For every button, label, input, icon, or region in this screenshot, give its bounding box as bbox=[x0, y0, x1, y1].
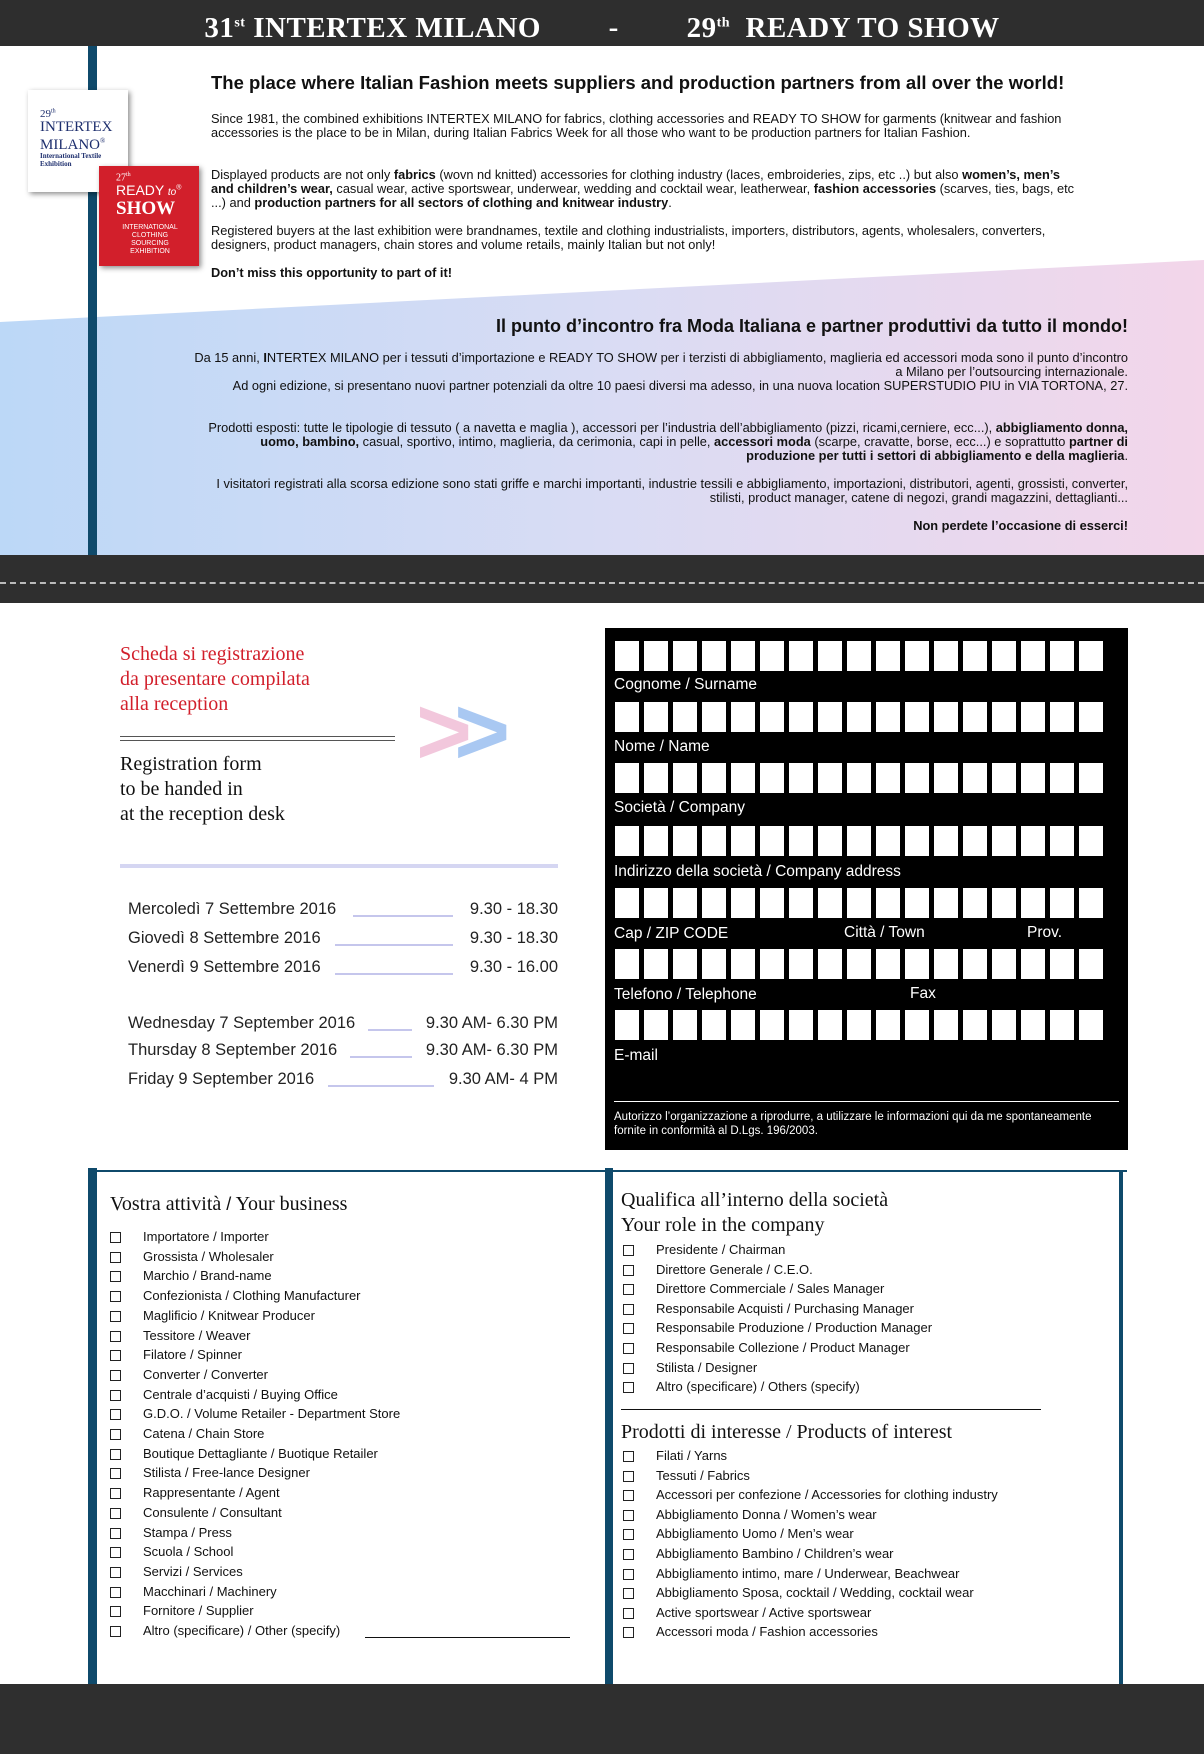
letter-cell[interactable] bbox=[614, 762, 640, 794]
letter-cell[interactable] bbox=[672, 701, 698, 733]
letter-cell[interactable] bbox=[962, 825, 988, 857]
letter-cell[interactable] bbox=[991, 887, 1017, 919]
checkbox[interactable] bbox=[623, 1245, 634, 1256]
letter-cell[interactable] bbox=[846, 948, 872, 980]
checkbox[interactable] bbox=[623, 1304, 634, 1315]
english-paragraph-3: Registered buyers at the last exhibition were brandnames, textile and clothing industrialists, importers, distributors, agents, wholesalers, converters, designers, product managers, chain stores and volume retails, mainly Italian but not only! bbox=[211, 223, 1046, 252]
letter-cell[interactable] bbox=[875, 762, 901, 794]
letter-cell[interactable] bbox=[904, 887, 930, 919]
business-option-label: Servizi / Services bbox=[143, 1563, 243, 1579]
telephone-fax-field[interactable] bbox=[614, 948, 1107, 980]
checkbox[interactable] bbox=[623, 1382, 634, 1393]
letter-cell[interactable] bbox=[730, 762, 756, 794]
letter-cell[interactable] bbox=[817, 1009, 843, 1041]
role-option-label: Responsabile Collezione / Product Manager bbox=[656, 1340, 910, 1355]
letter-cell[interactable] bbox=[1078, 640, 1104, 672]
letter-cell[interactable] bbox=[962, 701, 988, 733]
address-field[interactable] bbox=[614, 825, 1107, 857]
letter-cell[interactable] bbox=[1020, 701, 1046, 733]
business-option-label: Centrale d’acquisti / Buying Office bbox=[143, 1386, 338, 1402]
letter-cell[interactable] bbox=[701, 948, 727, 980]
role-option-label: Presidente / Chairman bbox=[656, 1242, 786, 1257]
checkbox[interactable] bbox=[110, 1528, 121, 1539]
letter-cell[interactable] bbox=[614, 640, 640, 672]
zip-label: Cap / ZIP CODE bbox=[614, 925, 729, 942]
checkbox[interactable] bbox=[110, 1547, 121, 1558]
business-option-label: Converter / Converter bbox=[143, 1366, 268, 1382]
letter-cell[interactable] bbox=[730, 948, 756, 980]
business-heading: Vostra attività / Your business bbox=[110, 1193, 348, 1215]
business-option-label: Tessitore / Weaver bbox=[143, 1327, 251, 1343]
dates-divider bbox=[120, 864, 558, 868]
products-heading: Prodotti di interesse / Products of interest bbox=[621, 1421, 953, 1443]
letter-cell[interactable] bbox=[1049, 825, 1075, 857]
english-cta: Don’t miss this opportunity to part of it! bbox=[211, 265, 452, 280]
letter-cell[interactable] bbox=[1078, 701, 1104, 733]
letter-cell[interactable] bbox=[643, 762, 669, 794]
letter-cell[interactable] bbox=[730, 1009, 756, 1041]
product-option-label: Abbigliamento Uomo / Men’s wear bbox=[656, 1526, 854, 1542]
letter-cell[interactable] bbox=[788, 825, 814, 857]
letter-cell[interactable] bbox=[875, 825, 901, 857]
letter-cell[interactable] bbox=[962, 1009, 988, 1041]
checkbox[interactable] bbox=[623, 1343, 634, 1354]
footer-band bbox=[0, 1684, 1204, 1754]
letter-cell[interactable] bbox=[643, 1009, 669, 1041]
letter-cell[interactable] bbox=[1049, 762, 1075, 794]
letter-cell[interactable] bbox=[875, 948, 901, 980]
checkbox[interactable] bbox=[623, 1588, 634, 1599]
letter-cell[interactable] bbox=[672, 640, 698, 672]
business-option-label: Stampa / Press bbox=[143, 1524, 232, 1540]
business-option-label: Consulente / Consultant bbox=[143, 1504, 282, 1520]
letter-cell[interactable] bbox=[846, 825, 872, 857]
letter-cell[interactable] bbox=[788, 887, 814, 919]
letter-cell[interactable] bbox=[788, 762, 814, 794]
checkbox[interactable] bbox=[110, 1587, 121, 1598]
checkbox[interactable] bbox=[623, 1363, 634, 1374]
checkbox[interactable] bbox=[110, 1488, 121, 1499]
email-label: E-mail bbox=[614, 1047, 658, 1064]
ready-to-show-logo: 27th READY to® SHOW INTERNATIONAL CLOTHING SOURCING EXHIBITION bbox=[99, 166, 199, 266]
letter-cell[interactable] bbox=[962, 887, 988, 919]
business-option-label: Catena / Chain Store bbox=[143, 1426, 265, 1441]
letter-cell[interactable] bbox=[730, 701, 756, 733]
business-option-label: Boutique Dettagliante / Buotique Retailer bbox=[143, 1445, 378, 1461]
checkbox[interactable] bbox=[110, 1449, 121, 1460]
letter-cell[interactable] bbox=[730, 825, 756, 857]
role-option-label: Direttore Commerciale / Sales Manager bbox=[656, 1281, 885, 1297]
name-label: Nome / Name bbox=[614, 738, 710, 755]
role-option-label: Responsabile Acquisti / Purchasing Manager bbox=[656, 1300, 914, 1316]
letter-cell[interactable] bbox=[817, 887, 843, 919]
letter-cell[interactable] bbox=[672, 948, 698, 980]
letter-cell[interactable] bbox=[1049, 948, 1075, 980]
letter-cell[interactable] bbox=[817, 701, 843, 733]
checkbox[interactable] bbox=[623, 1490, 634, 1501]
checkbox[interactable] bbox=[623, 1529, 634, 1540]
letter-cell[interactable] bbox=[1078, 762, 1104, 794]
date-row-it-2: Giovedì 8 Settembre 2016 9.30 - 18.30 bbox=[128, 929, 558, 947]
business-option-label: Filatore / Spinner bbox=[143, 1347, 242, 1363]
header-ready-to-show: 29th READY TO SHOW bbox=[686, 11, 1000, 44]
letter-cell[interactable] bbox=[991, 701, 1017, 733]
checkbox[interactable] bbox=[110, 1409, 121, 1420]
letter-cell[interactable] bbox=[1049, 701, 1075, 733]
business-other-specify-line[interactable] bbox=[365, 1637, 570, 1638]
arrows-icon: >> bbox=[416, 678, 493, 785]
letter-cell[interactable] bbox=[643, 640, 669, 672]
letter-cell[interactable] bbox=[875, 701, 901, 733]
role-option-label: Direttore Generale / C.E.O. bbox=[656, 1261, 813, 1277]
letter-cell[interactable] bbox=[1078, 825, 1104, 857]
letter-cell[interactable] bbox=[759, 948, 785, 980]
telephone-label: Telefono / Telephone bbox=[614, 986, 757, 1003]
letter-cell[interactable] bbox=[614, 1009, 640, 1041]
letter-cell[interactable] bbox=[643, 887, 669, 919]
letter-cell[interactable] bbox=[788, 1009, 814, 1041]
business-option-label: Importatore / Importer bbox=[143, 1229, 269, 1244]
right-vertical-line bbox=[1119, 1170, 1123, 1684]
letter-cell[interactable] bbox=[672, 762, 698, 794]
italian-cta: Non perdete l’occasione di esserci! bbox=[913, 518, 1128, 533]
letter-cell[interactable] bbox=[1078, 1009, 1104, 1041]
letter-cell[interactable] bbox=[904, 948, 930, 980]
address-label: Indirizzo della società / Company address bbox=[614, 863, 901, 880]
letter-cell[interactable] bbox=[1020, 887, 1046, 919]
letter-cell[interactable] bbox=[991, 762, 1017, 794]
town-label: Città / Town bbox=[844, 924, 925, 941]
lower-section-divider bbox=[97, 1170, 1127, 1172]
checkbox[interactable] bbox=[110, 1606, 121, 1617]
checkbox[interactable] bbox=[623, 1451, 634, 1462]
letter-cell[interactable] bbox=[904, 825, 930, 857]
checkbox[interactable] bbox=[110, 1331, 121, 1342]
letter-cell[interactable] bbox=[730, 887, 756, 919]
letter-cell[interactable] bbox=[614, 701, 640, 733]
letter-cell[interactable] bbox=[1078, 887, 1104, 919]
letter-cell[interactable] bbox=[672, 887, 698, 919]
date-row-en-2: Thursday 8 September 2016 9.30 AM- 6.30 PM bbox=[128, 1041, 558, 1059]
letter-cell[interactable] bbox=[933, 1009, 959, 1041]
checkbox[interactable] bbox=[623, 1471, 634, 1482]
product-option-label: Tessuti / Fabrics bbox=[656, 1467, 750, 1483]
checkbox[interactable] bbox=[623, 1608, 634, 1619]
role-option-label: Altro (specificare) / Others (specify) bbox=[656, 1379, 860, 1395]
letter-cell[interactable] bbox=[1049, 1009, 1075, 1041]
italian-title: Il punto d’incontro fra Moda Italiana e partner produttivi da tutto il mondo! bbox=[496, 316, 1128, 336]
header-intertex: 31st INTERTEX MILANO bbox=[204, 11, 541, 44]
letter-cell[interactable] bbox=[614, 887, 640, 919]
letter-cell[interactable] bbox=[933, 825, 959, 857]
letter-cell[interactable] bbox=[846, 1009, 872, 1041]
italian-paragraph-1: Da 15 anni, INTERTEX MILANO per i tessuti d’importazione e READY TO SHOW per i terzisti di abbigliamento, maglieria ed accessori moda sono il punto d’incontro a Milano per l’outsourcing internazionale. Ad ogni edizione, si presentano nuovi partner potenziali da oltre 10 paesi diversi ma adesso, in una nuova location SUPERSTUDIO PIU in VIA TORTONA, 27. bbox=[194, 350, 1128, 393]
letter-cell[interactable] bbox=[846, 887, 872, 919]
checkbox[interactable] bbox=[623, 1569, 634, 1580]
letter-cell[interactable] bbox=[991, 825, 1017, 857]
checkbox[interactable] bbox=[110, 1370, 121, 1381]
letter-cell[interactable] bbox=[672, 825, 698, 857]
letter-cell[interactable] bbox=[1020, 948, 1046, 980]
business-option-label: Maglificio / Knitwear Producer bbox=[143, 1307, 315, 1323]
product-option-label: Abbigliamento Bambino / Children’s wear bbox=[656, 1546, 894, 1561]
letter-cell[interactable] bbox=[817, 640, 843, 672]
letter-cell[interactable] bbox=[904, 762, 930, 794]
letter-cell[interactable] bbox=[730, 640, 756, 672]
letter-cell[interactable] bbox=[759, 825, 785, 857]
letter-cell[interactable] bbox=[614, 948, 640, 980]
letter-cell[interactable] bbox=[788, 948, 814, 980]
cut-band bbox=[0, 555, 1204, 603]
role-option-label: Stilista / Designer bbox=[656, 1359, 758, 1375]
letter-cell[interactable] bbox=[1020, 1009, 1046, 1041]
letter-cell[interactable] bbox=[933, 640, 959, 672]
checkbox[interactable] bbox=[623, 1510, 634, 1521]
registration-heading-english: Registration form to be handed in at the reception desk bbox=[120, 753, 285, 825]
english-paragraph-2: Displayed products are not only fabrics (wovn nd knitted) accessories for clothing industry (laces, embroideries, zips, etc ..) but also women’s, men’s and children’s wear, casual wear, active sportswear, underwear, wedding and cocktail wear, leatherwear, fashion accessories (scarves, ties, bags, etc ...) and production partners for all sectors of clothing and knitwear industry. bbox=[211, 167, 1075, 210]
letter-cell[interactable] bbox=[991, 640, 1017, 672]
business-option-label: Scuola / School bbox=[143, 1544, 234, 1560]
checkbox[interactable] bbox=[623, 1265, 634, 1276]
date-row-it-3: Venerdì 9 Settembre 2016 9.30 - 16.00 bbox=[128, 958, 558, 976]
prov-label: Prov. bbox=[1027, 924, 1063, 941]
letter-cell[interactable] bbox=[759, 1009, 785, 1041]
date-row-en-3: Friday 9 September 2016 9.30 AM- 4 PM bbox=[128, 1070, 558, 1088]
checkbox[interactable] bbox=[623, 1627, 634, 1638]
business-option-label: Altro (specificare) / Other (specify) bbox=[143, 1623, 341, 1638]
letter-cell[interactable] bbox=[672, 1009, 698, 1041]
checkbox[interactable] bbox=[623, 1323, 634, 1334]
italian-paragraph-2: Prodotti esposti: tutte le tipologie di tessuto ( a navetta e maglia ), accessori per l’industria dell’abbigliamento (pizzi, ricami,cerniere, ecc...), abbigliamento donna, uomo, bambino, casual, sportivo, intimo, maglieria, da cerimonia, capi in pelle, accessori moda (scarpe, cravatte, borse, ecc...) e soprattutto partner di produzione per tutti i settori di abbigliamento e della maglieria. bbox=[208, 420, 1128, 463]
letter-cell[interactable] bbox=[846, 762, 872, 794]
cut-line bbox=[0, 582, 1204, 584]
product-option-label: Abbigliamento Sposa, cocktail / Wedding, cocktail wear bbox=[656, 1585, 974, 1601]
letter-cell[interactable] bbox=[1049, 640, 1075, 672]
letter-cell[interactable] bbox=[701, 701, 727, 733]
business-option-label: G.D.O. / Volume Retailer - Department Store bbox=[143, 1406, 401, 1422]
letter-cell[interactable] bbox=[701, 1009, 727, 1041]
surname-field[interactable] bbox=[614, 640, 1107, 672]
left-vertical-line-lower bbox=[88, 1168, 97, 1684]
letter-cell[interactable] bbox=[817, 825, 843, 857]
checkbox[interactable] bbox=[623, 1549, 634, 1560]
checkbox[interactable] bbox=[110, 1626, 121, 1637]
intro-gradient-band bbox=[0, 260, 1204, 555]
checkbox[interactable] bbox=[110, 1271, 121, 1282]
letter-cell[interactable] bbox=[962, 640, 988, 672]
letter-cell[interactable] bbox=[991, 1009, 1017, 1041]
letter-cell[interactable] bbox=[904, 701, 930, 733]
product-option-label: Abbigliamento Donna / Women’s wear bbox=[656, 1506, 877, 1522]
letter-cell[interactable] bbox=[701, 825, 727, 857]
checkbox[interactable] bbox=[623, 1284, 634, 1295]
letter-cell[interactable] bbox=[1020, 762, 1046, 794]
checkbox[interactable] bbox=[110, 1508, 121, 1519]
checkbox[interactable] bbox=[110, 1252, 121, 1263]
checkbox[interactable] bbox=[110, 1567, 121, 1578]
surname-label: Cognome / Surname bbox=[614, 676, 758, 693]
letter-cell[interactable] bbox=[643, 701, 669, 733]
checkbox[interactable] bbox=[110, 1429, 121, 1440]
letter-cell[interactable] bbox=[904, 1009, 930, 1041]
letter-cell[interactable] bbox=[846, 701, 872, 733]
english-paragraph-1: Since 1981, the combined exhibitions INTERTEX MILANO for fabrics, clothing accessories and READY TO SHOW for garments (knitwear and fashion accessories is the place to be in Milan, during Italian Fabrics Week for all those who want to be production partners for Italian Fashion. bbox=[211, 111, 1062, 140]
checkbox[interactable] bbox=[110, 1390, 121, 1401]
letter-cell[interactable] bbox=[759, 701, 785, 733]
email-field[interactable] bbox=[614, 1009, 1107, 1041]
italian-paragraph-3: I visitatori registrati alla scorsa edizione sono stati griffe e marchi importanti, industrie tessili e abbigliamento, importazioni, distributori, agenti, grossisti, converter, stilisti, product manager, catene di negozi, grandi magazzini, dettaglianti... bbox=[216, 476, 1128, 505]
date-row-en-1: Wednesday 7 September 2016 9.30 AM- 6.30 PM bbox=[128, 1014, 558, 1032]
letter-cell[interactable] bbox=[1020, 640, 1046, 672]
letter-cell[interactable] bbox=[933, 887, 959, 919]
business-option-label: Stilista / Free-lance Designer bbox=[143, 1465, 310, 1481]
zip-town-field[interactable] bbox=[614, 887, 1107, 919]
letter-cell[interactable] bbox=[1049, 887, 1075, 919]
letter-cell[interactable] bbox=[846, 640, 872, 672]
letter-cell[interactable] bbox=[875, 887, 901, 919]
letter-cell[interactable] bbox=[933, 701, 959, 733]
name-field[interactable] bbox=[614, 701, 1107, 733]
header-title-bar: 31st INTERTEX MILANO - 29th READY TO SHOW bbox=[0, 0, 1204, 46]
center-vertical-line bbox=[605, 1168, 613, 1684]
product-option-label: Filati / Yarns bbox=[656, 1448, 728, 1463]
letter-cell[interactable] bbox=[759, 762, 785, 794]
letter-cell[interactable] bbox=[817, 762, 843, 794]
letter-cell[interactable] bbox=[759, 887, 785, 919]
letter-cell[interactable] bbox=[904, 640, 930, 672]
letter-cell[interactable] bbox=[962, 948, 988, 980]
letter-cell[interactable] bbox=[701, 762, 727, 794]
business-option-label: Macchinari / Machinery bbox=[143, 1583, 277, 1599]
letter-cell[interactable] bbox=[1020, 825, 1046, 857]
registration-form-panel bbox=[605, 628, 1128, 1150]
english-title: The place where Italian Fashion meets suppliers and production partners from all over the world! bbox=[211, 72, 1065, 93]
letter-cell[interactable] bbox=[643, 825, 669, 857]
role-heading: Qualifica all’interno della società Your role in the company bbox=[621, 1189, 889, 1236]
business-option-label: Grossista / Wholesaler bbox=[143, 1248, 274, 1264]
letter-cell[interactable] bbox=[1078, 948, 1104, 980]
letter-cell[interactable] bbox=[701, 887, 727, 919]
heading-divider bbox=[120, 736, 395, 741]
company-field[interactable] bbox=[614, 762, 1107, 794]
checkbox[interactable] bbox=[110, 1350, 121, 1361]
letter-cell[interactable] bbox=[759, 640, 785, 672]
business-option-label: Marchio / Brand-name bbox=[143, 1268, 272, 1284]
letter-cell[interactable] bbox=[817, 948, 843, 980]
checkbox[interactable] bbox=[110, 1232, 121, 1243]
letter-cell[interactable] bbox=[875, 640, 901, 672]
letter-cell[interactable] bbox=[991, 948, 1017, 980]
date-row-it-1: Mercoledì 7 Settembre 2016 9.30 - 18.30 bbox=[128, 900, 558, 918]
company-label: Società / Company bbox=[614, 799, 745, 816]
business-option-label: Fornitore / Supplier bbox=[143, 1603, 254, 1619]
letter-cell[interactable] bbox=[701, 640, 727, 672]
checkbox[interactable] bbox=[110, 1291, 121, 1302]
checkbox[interactable] bbox=[110, 1468, 121, 1479]
product-option-label: Abbigliamento intimo, mare / Underwear, Beachwear bbox=[656, 1565, 960, 1581]
checkbox[interactable] bbox=[110, 1311, 121, 1322]
role-option-label: Responsabile Produzione / Production Manager bbox=[656, 1320, 933, 1336]
product-option-label: Accessori per confezione / Accessories for clothing industry bbox=[656, 1487, 998, 1503]
letter-cell[interactable] bbox=[788, 701, 814, 733]
privacy-consent-text: Autorizzo l’organizzazione a riprodurre, a utilizzare le informazioni qui da me spontaneamente fornite in conformità al D.Lgs. 196/2003. bbox=[614, 1101, 1119, 1138]
business-option-label: Confezionista / Clothing Manufacturer bbox=[143, 1288, 361, 1304]
letter-cell[interactable] bbox=[933, 948, 959, 980]
product-option-label: Accessori moda / Fashion accessories bbox=[656, 1624, 878, 1640]
letter-cell[interactable] bbox=[875, 1009, 901, 1041]
fax-label: Fax bbox=[910, 985, 936, 1002]
letter-cell[interactable] bbox=[788, 640, 814, 672]
business-option-label: Rappresentante / Agent bbox=[143, 1485, 280, 1501]
role-other-specify-line[interactable] bbox=[621, 1409, 1041, 1410]
letter-cell[interactable] bbox=[933, 762, 959, 794]
product-option-label: Active sportswear / Active sportswear bbox=[656, 1604, 872, 1620]
letter-cell[interactable] bbox=[962, 762, 988, 794]
letter-cell[interactable] bbox=[643, 948, 669, 980]
letter-cell[interactable] bbox=[614, 825, 640, 857]
registration-heading-italian: Scheda si registrazione da presentare compilata alla reception bbox=[120, 643, 310, 715]
intertex-logo: 29th INTERTEX MILANO® International Textile Exhibition bbox=[28, 90, 128, 192]
